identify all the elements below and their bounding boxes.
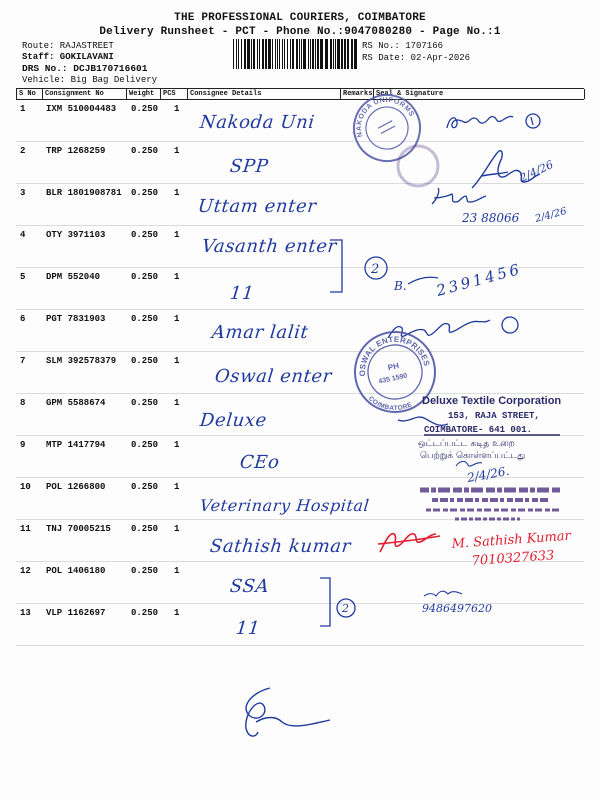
weight-value: 0.250 xyxy=(131,608,159,618)
weight-value: 0.250 xyxy=(131,482,159,492)
row-serial-number: 9 xyxy=(20,440,26,450)
consignment-number: IXM 510004483 xyxy=(46,104,117,114)
route-field: Route: RAJASTREET xyxy=(22,41,114,51)
consignment-number: TRP 1268259 xyxy=(46,146,106,156)
consignment-number: POL 1406180 xyxy=(46,566,106,576)
weight-value: 0.250 xyxy=(131,524,159,534)
consignee-handwritten: Nakoda Uni xyxy=(198,112,316,133)
table-row xyxy=(16,436,584,478)
consignee-handwritten: 11 xyxy=(234,618,262,639)
document-subtitle: Delivery Runsheet - PCT - Phone No.:9047080280 - Page No.:1 xyxy=(99,26,501,38)
row-5-initial: B. xyxy=(394,279,407,293)
pcs-value: 1 xyxy=(174,356,180,366)
consignee-handwritten: Deluxe xyxy=(198,410,268,431)
consignee-handwritten: Veterinary Hospital xyxy=(199,496,371,515)
table-row xyxy=(16,352,584,394)
row-9-date: 2/4/26. xyxy=(466,463,511,485)
deluxe-stamp-tamil-line-1: ஒட்டப்பட்ட கடித உறை xyxy=(418,439,515,449)
row-11-phone: 7010327633 xyxy=(471,548,555,569)
consignee-handwritten: Uttam enter xyxy=(196,196,318,217)
table-row xyxy=(16,394,584,436)
table-row xyxy=(16,604,584,646)
row-serial-number: 13 xyxy=(20,608,31,618)
table-row xyxy=(16,520,584,562)
column-header-remarks: Remarks xyxy=(343,90,373,98)
oswal-seal-city: COIMBATORE xyxy=(366,395,414,413)
column-header-sno: S No xyxy=(17,89,43,99)
oswal-seal-name: OSWAL ENTERPRISES xyxy=(357,334,432,377)
consignment-number: GPM 5588674 xyxy=(46,398,106,408)
consignee-handwritten: CEo xyxy=(238,452,281,473)
row-11-name: M. Sathish Kumar xyxy=(451,528,572,552)
table-row xyxy=(16,142,584,184)
consignee-handwritten: Oswal enter xyxy=(213,366,334,387)
row-serial-number: 10 xyxy=(20,482,31,492)
document-title: THE PROFESSIONAL COURIERS, COIMBATORE xyxy=(174,12,426,24)
pcs-value: 1 xyxy=(174,608,180,618)
pcs-value: 1 xyxy=(174,188,180,198)
oswal-seal-number: 435 1590 xyxy=(378,372,409,386)
row-serial-number: 8 xyxy=(20,398,26,408)
pcs-value: 1 xyxy=(174,566,180,576)
consignment-number: OTY 3971103 xyxy=(46,230,106,240)
row-serial-number: 3 xyxy=(20,188,26,198)
pcs-value: 1 xyxy=(174,440,180,450)
drs-number-field: DRS No.: DCJB170716601 xyxy=(22,63,148,74)
consignment-number: POL 1266800 xyxy=(46,482,106,492)
consignee-handwritten: SSA xyxy=(228,576,271,597)
column-header-consignment: Consignment No xyxy=(43,89,127,99)
deluxe-stamp-name: Deluxe Textile Corporation xyxy=(422,395,562,407)
staff-field: Staff: GOKILAVANI xyxy=(22,52,114,62)
row-serial-number: 1 xyxy=(20,104,26,114)
weight-value: 0.250 xyxy=(131,566,159,576)
column-header-weight: Weight xyxy=(127,89,161,99)
consignment-number: TNJ 70005215 xyxy=(46,524,111,534)
consignment-number: DPM 552040 xyxy=(46,272,101,282)
pcs-value: 1 xyxy=(174,146,180,156)
table-row xyxy=(16,100,584,142)
pcs-value: 1 xyxy=(174,272,180,282)
table-row xyxy=(16,310,584,352)
weight-value: 0.250 xyxy=(131,356,159,366)
weight-value: 0.250 xyxy=(131,314,159,324)
consignment-number: SLM 392578379 xyxy=(46,356,117,366)
table-row xyxy=(16,478,584,520)
consignment-number: PGT 7831903 xyxy=(46,314,106,324)
rs-date-field: RS Date: 02-Apr-2026 xyxy=(362,53,471,63)
pcs-value: 1 xyxy=(174,524,180,534)
row-serial-number: 4 xyxy=(20,230,26,240)
consignee-handwritten: SPP xyxy=(228,156,270,177)
column-header-pcs: PCS xyxy=(161,89,188,99)
table-row xyxy=(16,226,584,268)
consignee-handwritten: Sathish kumar xyxy=(208,536,353,557)
row-2-date: 2/4/26 xyxy=(517,157,556,185)
table-row xyxy=(16,184,584,226)
row-12-phone: 9486497620 xyxy=(422,602,492,615)
weight-value: 0.250 xyxy=(131,188,159,198)
consignment-number: BLR 1801908781 xyxy=(46,188,122,198)
weight-value: 0.250 xyxy=(131,104,159,114)
consignment-number: MTP 1417794 xyxy=(46,440,106,450)
pcs-value: 1 xyxy=(174,230,180,240)
weight-value: 0.250 xyxy=(131,272,159,282)
deluxe-stamp-city: COIMBATORE- 641 001. xyxy=(424,425,533,435)
consignment-number: VLP 1162697 xyxy=(46,608,106,618)
group-count-b: 2 xyxy=(342,602,349,615)
row-serial-number: 6 xyxy=(20,314,26,324)
row-serial-number: 12 xyxy=(20,566,31,576)
row-serial-number: 11 xyxy=(20,524,31,534)
pcs-value: 1 xyxy=(174,104,180,114)
deluxe-stamp-tamil-line-2: பெற்றுக் கொள்ளப்பட்டது xyxy=(420,451,526,461)
table-row xyxy=(16,562,584,604)
vehicle-field: Vehicle: Big Bag Delivery xyxy=(22,75,158,85)
table-row xyxy=(16,268,584,310)
row-5-number: 2391456 xyxy=(434,259,524,300)
rs-number-field: RS No.: 1707166 xyxy=(362,41,444,51)
weight-value: 0.250 xyxy=(131,146,159,156)
row-3-number: 23 88066 xyxy=(462,211,520,225)
pcs-value: 1 xyxy=(174,314,180,324)
pcs-value: 1 xyxy=(174,482,180,492)
column-header-consignee: Consignee Details xyxy=(188,89,341,99)
consignee-handwritten: Vasanth enter xyxy=(200,236,338,257)
row-serial-number: 5 xyxy=(20,272,26,282)
row-serial-number: 7 xyxy=(20,356,26,366)
deluxe-stamp-street: 153, RAJA STREET, xyxy=(448,411,540,421)
oswal-seal-ph: PH xyxy=(387,361,400,373)
pcs-value: 1 xyxy=(174,398,180,408)
nakoda-seal-text: NAKODA UNIFORMS xyxy=(355,96,416,138)
weight-value: 0.250 xyxy=(131,440,159,450)
consignee-handwritten: 11 xyxy=(228,283,256,304)
row-3-date: 2/4/26 xyxy=(533,205,568,225)
consignee-handwritten: Amar lalit xyxy=(210,322,310,343)
column-header-seal-signature: Seal & Signature xyxy=(374,89,585,99)
weight-value: 0.250 xyxy=(131,398,159,408)
weight-value: 0.250 xyxy=(131,230,159,240)
row-serial-number: 2 xyxy=(20,146,26,156)
group-count-a: 2 xyxy=(371,262,380,277)
